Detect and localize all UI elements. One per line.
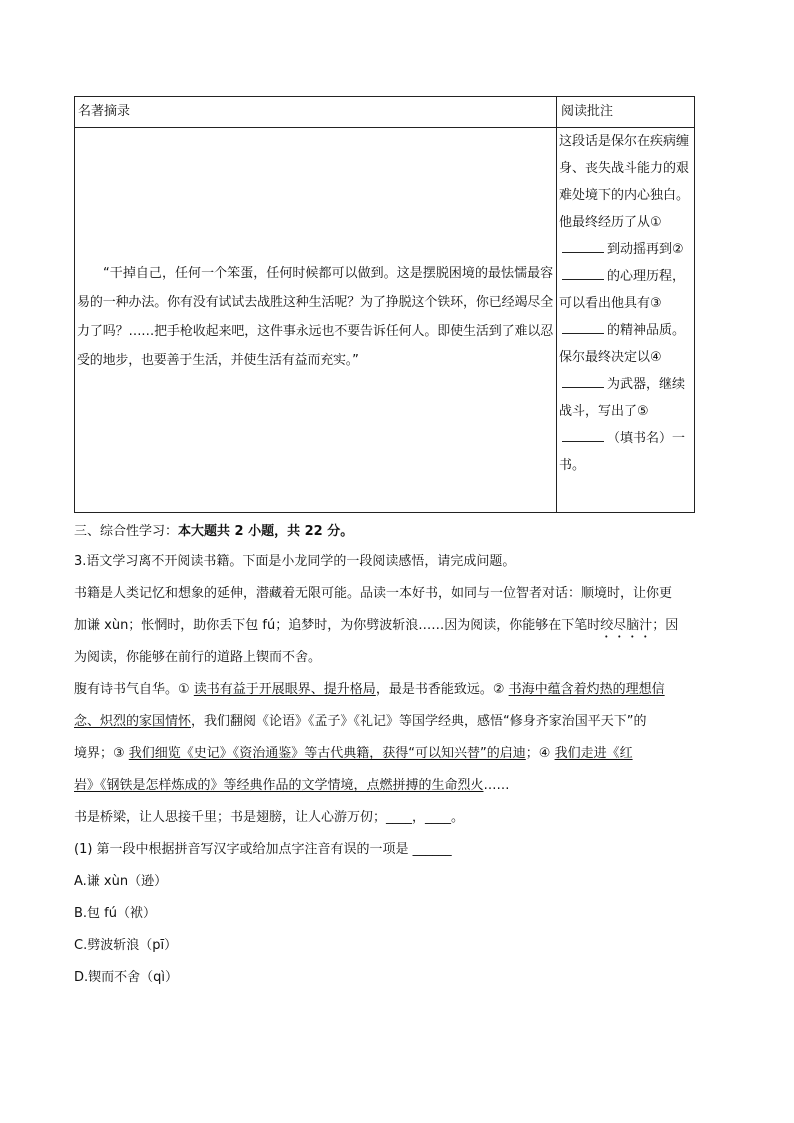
para1-line2-text: 加谦 xùn；怅惘时，助你丢下包 fú；追梦时，为你劈波斩浪……因为阅读，你能够在下笔时 bbox=[74, 618, 601, 633]
sub-question-1: (1) 第一段中根据拼音写汉字或给加点字注音有误的一项是 ______ bbox=[74, 842, 452, 857]
section-heading bbox=[74, 520, 353, 539]
para2-text-2: ，最是书香能致远。② bbox=[375, 682, 509, 697]
underlined-sentence-4a: 我们走进《红 bbox=[554, 746, 633, 761]
para1-line2 bbox=[74, 614, 678, 641]
para2-text-5: ；④ bbox=[525, 746, 555, 761]
note-part-7: （填书名）一书。 bbox=[559, 431, 686, 473]
blank-4 bbox=[562, 374, 604, 388]
para2-text-6: …… bbox=[483, 778, 510, 793]
underlined-sentence-2b: 念、炽烈的家国情怀 bbox=[74, 714, 192, 729]
option-b: B.包 fú（袱） bbox=[74, 906, 156, 921]
underlined-sentence-2a: 书海中蕴含着灼热的理想信 bbox=[508, 682, 665, 697]
blank-3 bbox=[562, 320, 604, 334]
para2-text-1: 腹有诗书气自华。① bbox=[74, 682, 194, 697]
annotation-text bbox=[559, 127, 693, 479]
blank-5 bbox=[562, 428, 604, 442]
note-part-5: 保尔最终决定以④ bbox=[559, 350, 662, 365]
note-part-4: 的精神品质。 bbox=[607, 323, 686, 338]
underlined-sentence-3: 我们细览《史记》《资治通鉴》等古代典籍，获得“可以知兴替”的启迪 bbox=[128, 746, 526, 761]
option-d: D.锲而不舍（qì） bbox=[74, 970, 179, 985]
para1-line3: 为阅读，你能够在前行的道路上锲而不舍。 bbox=[74, 650, 322, 665]
para2-line3 bbox=[74, 742, 633, 761]
note-part-1: 这段话是保尔在疾病缠身、丧失战斗能力的艰难处境下的内心独白。他最终经历了从① bbox=[559, 134, 690, 230]
option-a: A.谦 xùn（逊） bbox=[74, 874, 168, 889]
blank-1 bbox=[562, 239, 604, 253]
underlined-sentence-1: 读书有益于开展眼界、提升格局 bbox=[193, 682, 376, 697]
question-3: 3.语文学习离不开阅读书籍。下面是小龙同学的一段阅读感悟，请完成问题。 bbox=[74, 554, 516, 569]
dotted-word: 绞尽脑汁 bbox=[600, 618, 653, 633]
blank-2 bbox=[562, 266, 604, 280]
underlined-sentence-4b: 岩》《钢铁是怎样炼成的》等经典作品的文学情境，点燃拼搏的生命烈火 bbox=[74, 778, 484, 793]
section-score: 本大题共 2 小题，共 22 分。 bbox=[178, 524, 354, 539]
para2-line1 bbox=[74, 678, 665, 697]
table-divider-vertical bbox=[556, 97, 557, 512]
para1-line2-end: ；因 bbox=[652, 618, 679, 633]
para3: 书是桥梁，让人思接千里；书是翅膀，让人心游万仞；____，____。 bbox=[74, 810, 465, 825]
note-part-6: 为武器，继续战斗，写出了⑤ bbox=[559, 377, 686, 419]
section-title: 三、综合性学习： bbox=[74, 524, 179, 539]
para2-text-4: 境界；③ bbox=[74, 746, 129, 761]
para2-line4 bbox=[74, 774, 510, 793]
reading-table bbox=[74, 96, 695, 513]
option-c: C.劈波斩浪（pī） bbox=[74, 938, 178, 953]
table-header-excerpt: 名著摘录 bbox=[78, 104, 131, 119]
note-part-3: 的心理历程，可以看出他具有③ bbox=[559, 269, 686, 311]
para1-line1: 书籍是人类记忆和想象的延伸，潜藏着无限可能。品读一本好书，如同与一位智者对话：顺境时，让你更 bbox=[74, 586, 673, 601]
excerpt-quote: “干掉自己，任何一个笨蛋，任何时候都可以做到。这是摆脱困境的最怯懦最容易的一种办法。你有没有试试去战胜这种生活呢？为了挣脱这个铁环，你已经竭尽全力了吗？……把手枪收起来吧，这件事永远也不要告诉任何人。即使生活到了难以忍受的地步，也要善于生活，并使生活有益而充实。” bbox=[77, 266, 553, 368]
para2-line2 bbox=[74, 710, 647, 729]
para2-text-3: ，我们翻阅《论语》《孟子》《礼记》等国学经典，感悟“修身齐家治国平天下”的 bbox=[191, 714, 647, 729]
table-header-annotation: 阅读批注 bbox=[561, 104, 614, 119]
note-part-2: 到动摇再到② bbox=[607, 242, 684, 257]
